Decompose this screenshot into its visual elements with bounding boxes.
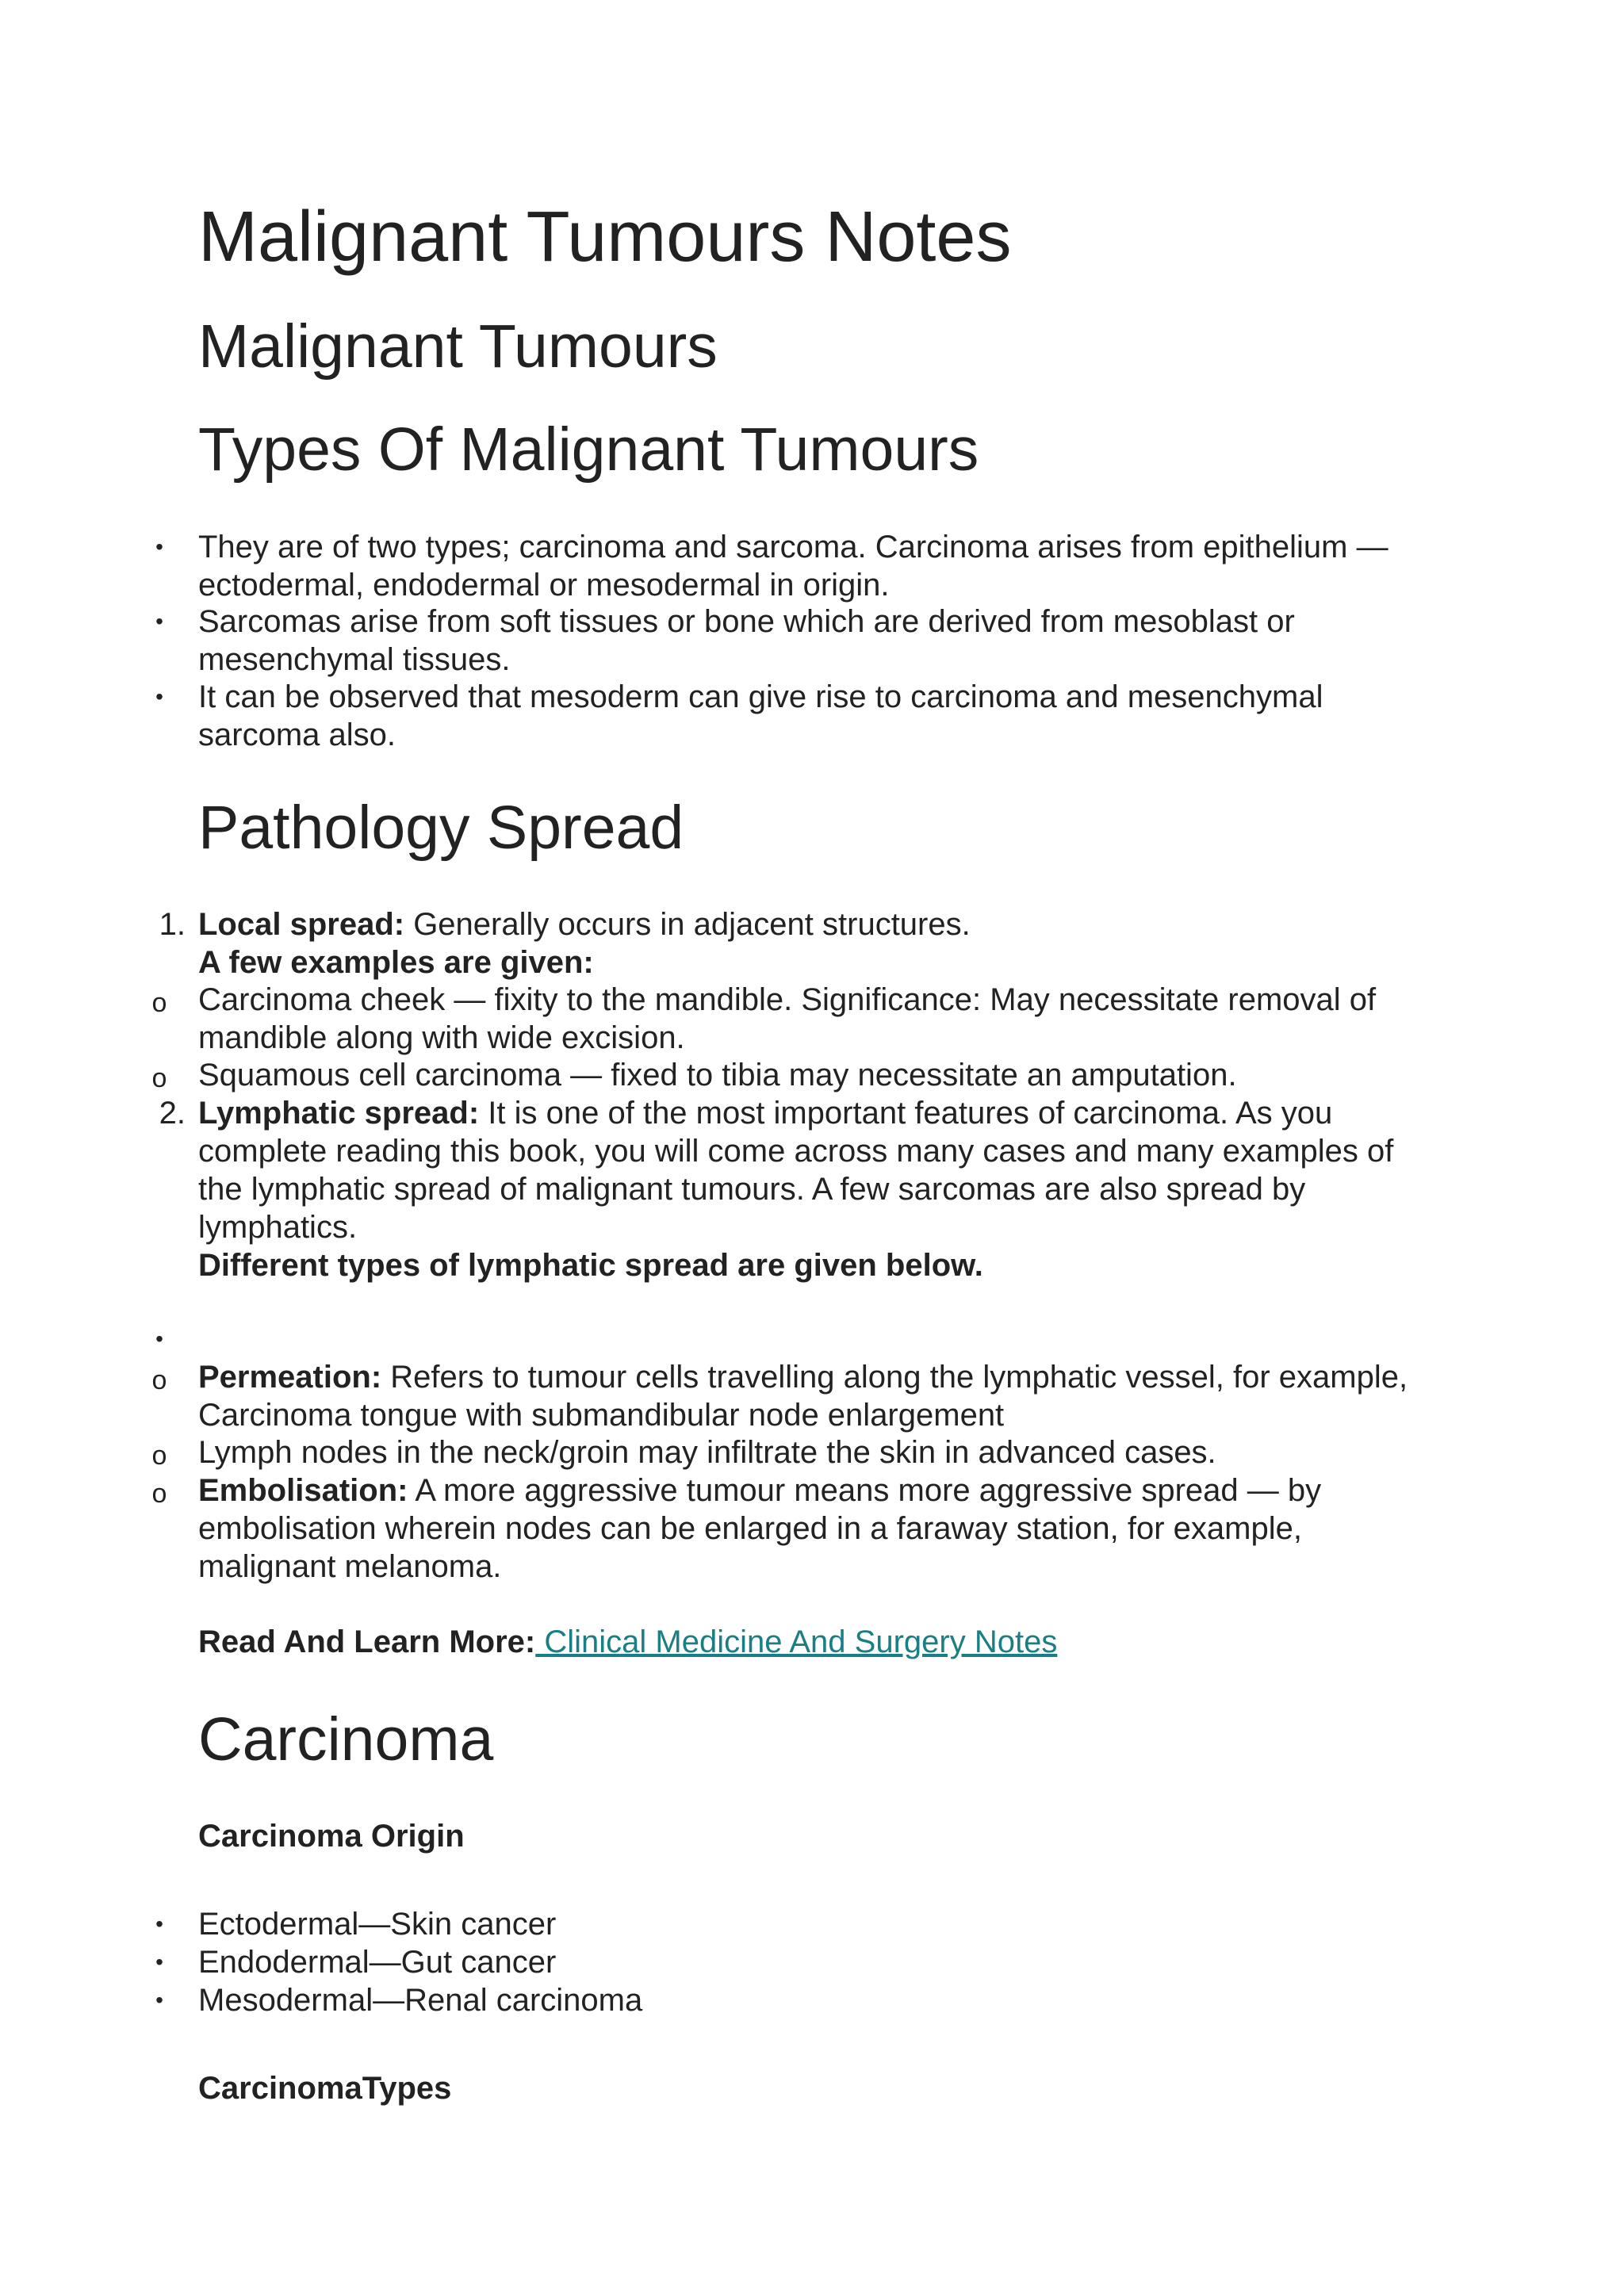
list-item: o Squamous cell carcinoma — fixed to tibia may necessitate an amputation.	[198, 1056, 1443, 1094]
heading-malignant-tumours: Malignant Tumours	[198, 312, 718, 381]
list-item: • It can be observed that mesoderm can give rise to carcinoma and mesenchymal sarcoma also.	[198, 678, 1443, 754]
bullet-icon: •	[155, 1950, 163, 1974]
circle-bullet-icon: o	[151, 1479, 167, 1509]
heading-types: Types Of Malignant Tumours	[198, 415, 979, 484]
list-item: • Endodermal—Gut cancer	[198, 1943, 1443, 1981]
bullet-icon: •	[155, 609, 163, 633]
read-more: Read And Learn More: Clinical Medicine And Surgery Notes	[198, 1624, 1058, 1659]
heading-pathology-spread: Pathology Spread	[198, 794, 684, 862]
list-number: 2.	[159, 1096, 186, 1131]
list-item: o Carcinoma cheek — fixity to the mandible. Significance: May necessitate removal of mandible along with wide excision.	[198, 981, 1443, 1057]
bullet-icon: •	[155, 534, 163, 559]
list-item: 1. Local spread: Generally occurs in adjacent structures. A few examples are given:	[198, 905, 1443, 982]
list-item: o Lymph nodes in the neck/groin may infiltrate the skin in advanced cases.	[198, 1433, 1443, 1471]
circle-bullet-icon: o	[151, 1365, 167, 1395]
subheading-carcinoma-origin: Carcinoma Origin	[198, 1819, 465, 1854]
list-item: • They are of two types; carcinoma and sarcoma. Carcinoma arises from epithelium — ectodermal, endodermal or mesodermal in origin.	[198, 528, 1443, 604]
list-item: • Sarcomas arise from soft tissues or bone which are derived from mesoblast or mesenchymal tissues.	[198, 603, 1443, 679]
circle-bullet-icon: o	[151, 1441, 167, 1471]
circle-bullet-icon: o	[151, 988, 167, 1018]
read-more-link[interactable]: Clinical Medicine And Surgery Notes	[535, 1624, 1058, 1659]
list-item: o Embolisation: A more aggressive tumour means more aggressive spread — by embolisation wherein nodes can be enlarged in a faraway station, for example, malignant melanoma.	[198, 1471, 1443, 1586]
bullet-icon: •	[155, 1988, 163, 2012]
bullet-icon: •	[155, 684, 163, 709]
list-item: • Mesodermal—Renal carcinoma	[198, 1981, 1443, 2019]
list-item: o Permeation: Refers to tumour cells travelling along the lymphatic vessel, for example, Carcinoma tongue with submandibular node enlargement	[198, 1358, 1443, 1434]
bullet-icon: •	[155, 1911, 163, 1936]
page-title: Malignant Tumours Notes	[198, 197, 1012, 277]
heading-carcinoma: Carcinoma	[198, 1705, 494, 1774]
circle-bullet-icon: o	[151, 1063, 167, 1093]
list-item: 2. Lymphatic spread: It is one of the most important features of carcinoma. As you complete reading this book, you will come across many cases and many examples of the lymphatic spread of malignant tumours. A few sarcomas are also spread by lymphatics. Different types of lymphatic spread are given below.	[198, 1094, 1443, 1284]
list-number: 1.	[159, 907, 186, 942]
bullet-icon: •	[155, 1326, 163, 1351]
subheading-carcinoma-types: CarcinomaTypes	[198, 2071, 452, 2106]
list-item: • Ectodermal—Skin cancer	[198, 1905, 1443, 1943]
